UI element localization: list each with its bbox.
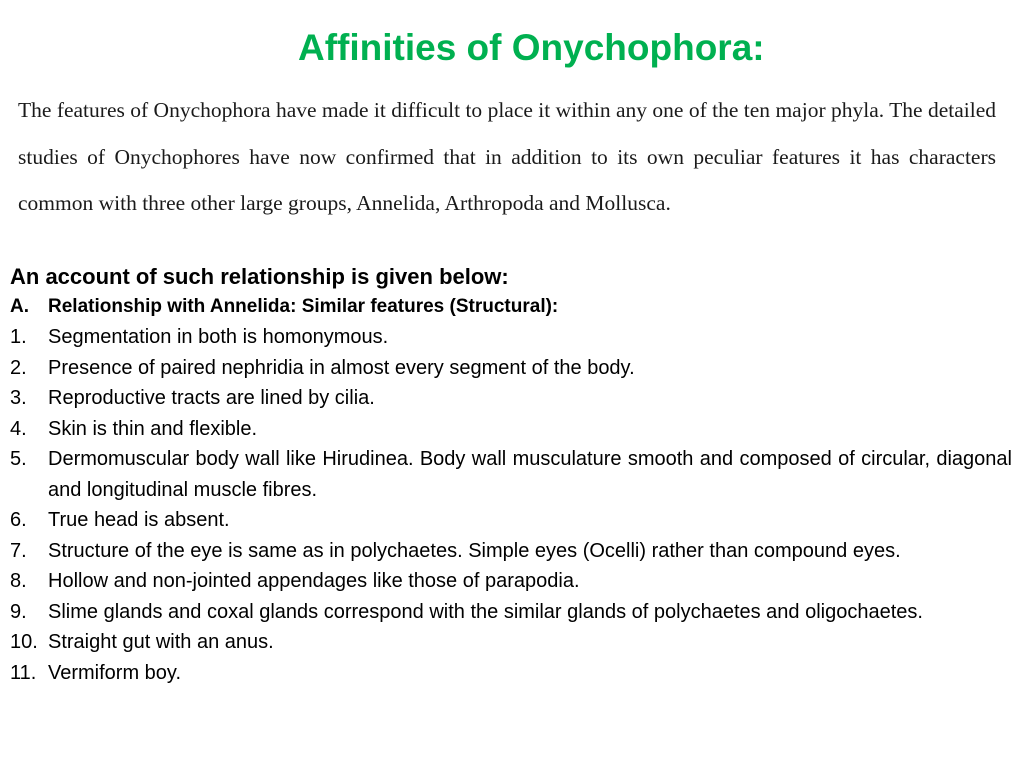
list-item (10, 627, 1012, 658)
list-item (10, 444, 1012, 505)
intro-paragraph: The features of Onychophora have made it difficult to place it within any one of the ten major phyla. The detailed studies of Onychophores have now confirmed that in addition to its own peculiar features it has characters common with three other large groups, Annelida, Arthropoda and Mollusca. (18, 98, 996, 215)
item-number: 2. (10, 356, 27, 379)
section-heading: An account of such relationship is given below: (10, 264, 509, 289)
item-number: 9. (10, 600, 27, 623)
subheading-marker: A. (10, 296, 29, 317)
item-text: Structure of the eye is same as in polychaetes. Simple eyes (Ocelli) rather than compound eyes. (48, 539, 901, 562)
item-text: Slime glands and coxal glands correspond with the similar glands of polychaetes and oligochaetes. (48, 600, 923, 623)
item-text: Hollow and non-jointed appendages like those of parapodia. (48, 570, 580, 592)
list-item (10, 322, 1012, 353)
list-item (10, 505, 1012, 536)
item-number: 8. (10, 570, 27, 592)
item-text: Vermiform boy. (48, 661, 181, 684)
list-item (10, 566, 1012, 597)
subheading-label: Relationship with Annelida: Similar features (Structural): (48, 296, 559, 317)
item-number: 3. (10, 387, 27, 409)
list-item (10, 536, 1012, 567)
annelida-subheading (10, 292, 1012, 322)
item-text: Reproductive tracts are lined by cilia. (48, 387, 375, 409)
item-text: True head is absent. (48, 509, 230, 531)
item-text: Segmentation in both is homonymous. (48, 326, 389, 348)
item-number: 1. (10, 326, 27, 348)
item-text: Straight gut with an anus. (48, 631, 274, 653)
item-number: 5. (10, 448, 27, 470)
item-number: 7. (10, 539, 27, 562)
item-text: Dermomuscular body wall like Hirudinea. Body wall musculature smooth and composed of circular, diagonal and longitudinal muscle fibres. (48, 448, 1012, 501)
list-item (10, 597, 1012, 628)
feature-list (10, 322, 1012, 688)
item-number: 4. (10, 417, 27, 440)
item-number: 11. (10, 661, 37, 684)
slide-title: Affinities of Onychophora: (298, 27, 765, 68)
item-number: 10. (10, 631, 38, 653)
list-item (10, 414, 1012, 445)
content-body (10, 262, 1012, 688)
list-item (10, 353, 1012, 384)
item-number: 6. (10, 509, 27, 531)
list-item (10, 658, 1012, 689)
item-text: Presence of paired nephridia in almost every segment of the body. (48, 356, 635, 379)
item-text: Skin is thin and flexible. (48, 417, 258, 440)
list-item (10, 383, 1012, 414)
